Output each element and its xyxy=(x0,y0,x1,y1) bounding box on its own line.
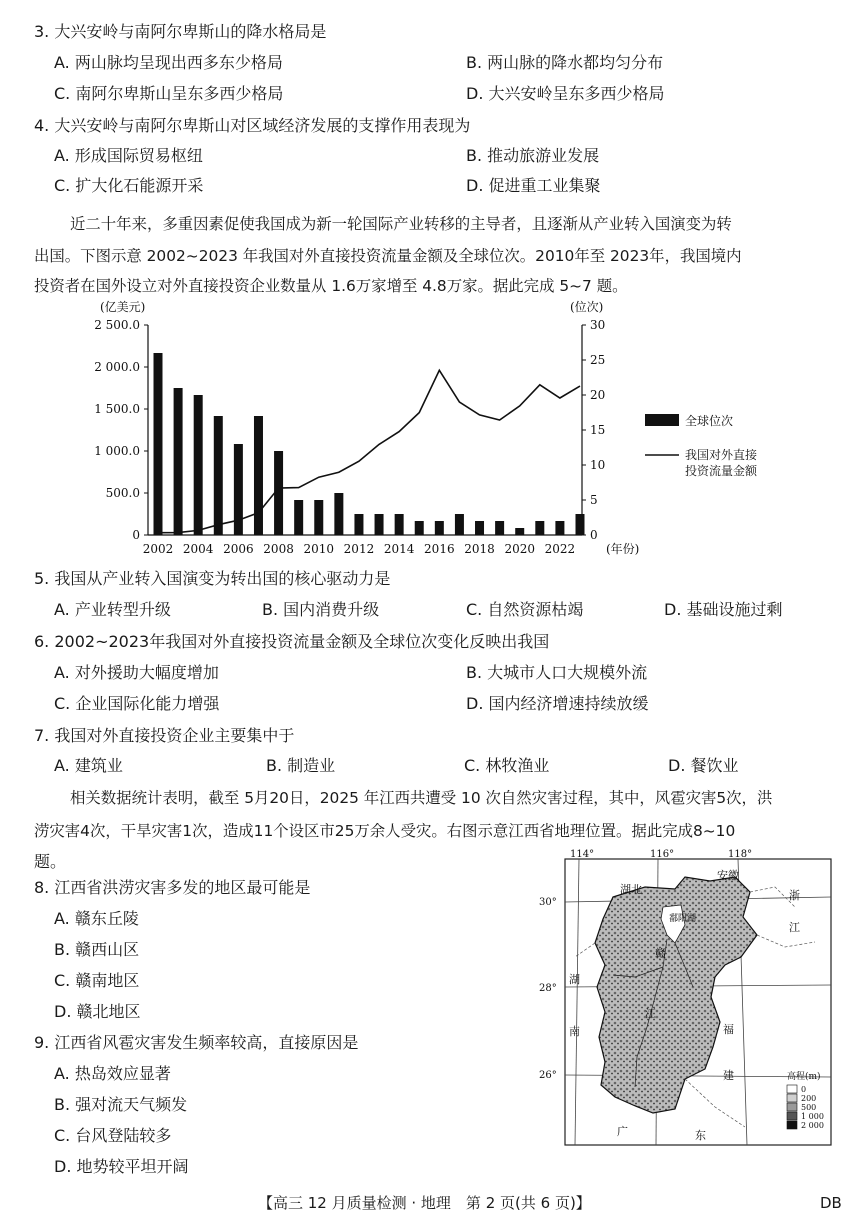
elevation-legend-title: 高程(m) xyxy=(787,1072,821,1082)
question-7-option-b: B. 制造业 xyxy=(266,756,336,775)
rank-bar xyxy=(415,521,424,535)
x-axis-suffix: (年份) xyxy=(606,542,640,556)
right-tick-label: 30 xyxy=(590,318,606,332)
left-tick-label: 2 000.0 xyxy=(94,360,140,374)
passage-2-line-2: 涝灾害4次，干旱灾害1次，造成11个设区市25万余人受灾。右图示意江西省地理位置。据此完成8~10 xyxy=(34,822,736,840)
rank-bar xyxy=(154,353,163,535)
place-nan: 南 xyxy=(569,1025,580,1038)
left-axis-unit: (亿美元) xyxy=(100,300,146,314)
question-6-option-d: D. 国内经济增速持续放缓 xyxy=(466,694,649,713)
legend-bar-label: 全球位次 xyxy=(685,414,734,428)
right-tick-label: 5 xyxy=(590,493,598,507)
left-tick-label: 2 500.0 xyxy=(94,318,140,332)
rank-bar xyxy=(515,528,524,535)
elevation-swatch-label: 0 xyxy=(801,1085,807,1094)
passage-1-line-3: 投资者在国外设立对外直接投资企业数量从 1.6万家增至 4.8万家。据此完成 5~7 题。 xyxy=(34,277,628,295)
rank-bar xyxy=(334,493,343,535)
place-hubei: 湖北 xyxy=(620,883,642,896)
left-tick-label: 500.0 xyxy=(105,486,140,500)
question-7-option-d: D. 餐饮业 xyxy=(668,756,739,775)
lat-label-28: 28° xyxy=(539,983,557,994)
question-5-option-b: B. 国内消费升级 xyxy=(262,600,380,619)
x-tick-label: 2002 xyxy=(142,542,174,556)
lon-label-118: 118° xyxy=(728,849,753,860)
place-gan: 赣 xyxy=(655,947,666,960)
rank-bar xyxy=(576,514,585,535)
x-tick-label: 2004 xyxy=(182,542,214,556)
place-jian: 建 xyxy=(723,1069,734,1082)
legend-line-label-1: 我国对外直接 xyxy=(685,448,758,462)
place-fu: 福 xyxy=(723,1023,734,1036)
rank-bar xyxy=(354,514,363,535)
x-tick-label: 2020 xyxy=(504,542,535,556)
rank-bar xyxy=(294,500,303,535)
place-guang: 广 xyxy=(617,1125,628,1138)
x-tick-label: 2006 xyxy=(223,542,254,556)
elevation-swatch-label: 200 xyxy=(801,1094,817,1103)
question-8-option-b: B. 赣西山区 xyxy=(54,940,140,959)
lon-label-114: 114° xyxy=(570,849,595,860)
legend-line-label-2: 投资流量金额 xyxy=(685,464,758,478)
place-zhe: 浙 xyxy=(789,889,800,902)
left-tick-label: 1 500.0 xyxy=(94,402,140,416)
question-8-stem: 8. 江西省洪涝灾害多发的地区最可能是 xyxy=(34,878,311,897)
rank-bar xyxy=(314,500,323,535)
jiangxi-map xyxy=(535,847,835,1147)
rank-bar xyxy=(435,521,444,535)
lat-label-30: 30° xyxy=(539,897,557,908)
right-axis-unit: (位次) xyxy=(570,300,604,314)
question-5-option-a: A. 产业转型升级 xyxy=(54,600,171,619)
legend-bar-swatch xyxy=(645,414,679,426)
rank-bar xyxy=(194,395,203,535)
x-tick-label: 2022 xyxy=(544,542,576,556)
elevation-swatch-label: 500 xyxy=(801,1103,817,1112)
question-7-option-c: C. 林牧渔业 xyxy=(464,756,550,775)
elevation-swatch xyxy=(787,1112,797,1120)
question-7-option-a: A. 建筑业 xyxy=(54,756,123,775)
question-9-option-d: D. 地势较平坦开阔 xyxy=(54,1157,189,1176)
page-footer: 【高三 12 月质量检测 · 地理 第 2 页(共 6 页)】 xyxy=(258,1194,591,1212)
rank-bar xyxy=(214,416,223,535)
rank-bar xyxy=(395,514,404,535)
question-4-option-a: A. 形成国际贸易枢纽 xyxy=(54,146,203,165)
question-4-stem: 4. 大兴安岭与南阿尔卑斯山对区域经济发展的支撑作用表现为 xyxy=(34,116,471,135)
question-4-option-b: B. 推动旅游业发展 xyxy=(466,146,600,165)
rank-bar xyxy=(555,521,564,535)
elevation-swatch xyxy=(787,1094,797,1102)
question-6-option-c: C. 企业国际化能力增强 xyxy=(54,694,220,713)
elevation-swatch-label: 2 000 xyxy=(801,1121,824,1130)
question-6-stem: 6. 2002~2023年我国对外直接投资流量金额及全球位次变化反映出我国 xyxy=(34,632,550,651)
right-tick-label: 15 xyxy=(590,423,606,437)
lat-label-26: 26° xyxy=(539,1070,557,1081)
question-3-option-b: B. 两山脉的降水都均匀分布 xyxy=(466,53,664,72)
right-tick-label: 10 xyxy=(590,458,606,472)
rank-bar xyxy=(174,388,183,535)
rank-bar xyxy=(475,521,484,535)
x-tick-label: 2016 xyxy=(424,542,455,556)
passage-1-line-1: 近二十年来，多重因素促使我国成为新一轮国际产业转移的主导者，且逐渐从产业转入国演变为转 xyxy=(70,215,732,233)
question-4-option-d: D. 促进重工业集聚 xyxy=(466,176,601,195)
elevation-swatch xyxy=(787,1103,797,1111)
x-tick-label: 2008 xyxy=(263,542,294,556)
question-3-option-a: A. 两山脉均呈现出西多东少格局 xyxy=(54,53,283,72)
elevation-swatch xyxy=(787,1085,797,1093)
left-tick-label: 0 xyxy=(132,528,140,542)
x-tick-label: 2014 xyxy=(383,542,415,556)
question-6-option-a: A. 对外援助大幅度增加 xyxy=(54,663,219,682)
place-dong: 东 xyxy=(695,1129,706,1142)
passage-2-line-3: 题。 xyxy=(34,852,67,871)
rank-bar xyxy=(495,521,504,535)
x-tick-label: 2010 xyxy=(303,542,335,556)
question-3-option-c: C. 南阿尔卑斯山呈东多西少格局 xyxy=(54,84,284,103)
question-5-stem: 5. 我国从产业转入国演变为转出国的核心驱动力是 xyxy=(34,569,391,588)
fdi-chart xyxy=(0,295,868,570)
x-tick-label: 2018 xyxy=(464,542,495,556)
rank-bar xyxy=(455,514,464,535)
x-tick-label: 2012 xyxy=(343,542,375,556)
question-8-option-c: C. 赣南地区 xyxy=(54,971,140,990)
left-tick-label: 1 000.0 xyxy=(94,444,140,458)
question-9-option-c: C. 台风登陆较多 xyxy=(54,1126,172,1145)
place-hu: 湖 xyxy=(569,973,580,986)
right-tick-label: 20 xyxy=(590,388,606,402)
right-tick-label: 25 xyxy=(590,353,606,367)
passage-2-line-1: 相关数据统计表明，截至 5月20日，2025 年江西共遭受 10 次自然灾害过程，其中，风雹灾害5次，洪 xyxy=(70,789,773,807)
passage-1-line-2: 出国。下图示意 2002~2023 年我国对外直接投资流量金额及全球位次。2010年至 2023年，我国境内 xyxy=(34,247,742,265)
question-9-option-b: B. 强对流天气频发 xyxy=(54,1095,188,1114)
question-5-option-c: C. 自然资源枯竭 xyxy=(466,600,584,619)
place-poyang-lake: 鄱阳湖 xyxy=(669,914,697,924)
place-jiang-zj: 江 xyxy=(789,921,800,934)
rank-bar xyxy=(535,521,544,535)
elevation-swatch-label: 1 000 xyxy=(801,1112,824,1121)
elevation-swatch xyxy=(787,1121,797,1129)
question-5-option-d: D. 基础设施过剩 xyxy=(664,600,783,619)
lon-label-116: 116° xyxy=(650,849,675,860)
question-3-stem: 3. 大兴安岭与南阿尔卑斯山的降水格局是 xyxy=(34,22,327,41)
rank-bar xyxy=(375,514,384,535)
question-3-option-d: D. 大兴安岭呈东多西少格局 xyxy=(466,84,665,103)
question-6-option-b: B. 大城市人口大规模外流 xyxy=(466,663,648,682)
question-8-option-a: A. 赣东丘陵 xyxy=(54,909,139,928)
place-anhui: 安徽 xyxy=(717,869,739,882)
question-4-option-c: C. 扩大化石能源开采 xyxy=(54,176,204,195)
rank-bar xyxy=(254,416,263,535)
paper-code: DB xyxy=(820,1194,842,1212)
question-7-stem: 7. 我国对外直接投资企业主要集中于 xyxy=(34,726,295,745)
place-jiang: 江 xyxy=(645,1007,656,1020)
question-9-stem: 9. 江西省风雹灾害发生频率较高，直接原因是 xyxy=(34,1033,359,1052)
question-8-option-d: D. 赣北地区 xyxy=(54,1002,141,1021)
right-tick-label: 0 xyxy=(590,528,598,542)
question-9-option-a: A. 热岛效应显著 xyxy=(54,1064,171,1083)
